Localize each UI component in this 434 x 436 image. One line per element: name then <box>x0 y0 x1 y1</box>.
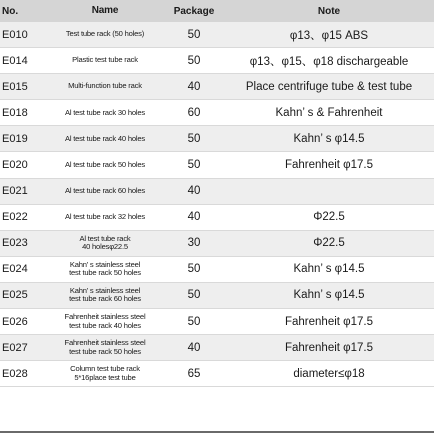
cell-name-line: Plastic test tube rack <box>72 55 138 65</box>
cell-no: E020 <box>2 159 28 172</box>
cell-name-line: 5*16place test tube <box>74 372 136 382</box>
cell-note: Fahrenheit φ17.5 <box>284 315 373 328</box>
cell-note: Place centrifuge tube & test tube <box>245 80 413 93</box>
cell-name <box>46 261 164 278</box>
cell-name-line: Test tube rack (50 holes) <box>65 29 145 39</box>
table-row <box>0 335 434 361</box>
cell-name <box>46 365 164 382</box>
cell-name-line: Column test tube rack <box>70 364 140 374</box>
cell-name-line: test tube rack 40 holes <box>69 320 141 330</box>
table-row <box>0 231 434 257</box>
cell-no: E019 <box>2 132 28 145</box>
cell-note: Kahn’ s φ14.5 <box>293 289 365 302</box>
cell-name-line: Kahn’ s stainless steel <box>69 285 141 295</box>
cell-name-line: Fahrenheit stainless steel <box>64 338 146 348</box>
table-row <box>0 283 434 309</box>
table-bottom-border <box>0 431 434 433</box>
cell-package: 50 <box>187 54 201 67</box>
cell-name-line: 40 holesφ22.5 <box>82 242 128 252</box>
header-note: Note <box>317 5 341 17</box>
cell-name <box>46 109 164 118</box>
cell-note: φ13、φ15、φ18 dischargeable <box>249 55 409 68</box>
cell-no: E014 <box>2 54 28 67</box>
cell-name-line: Al test tube rack 40 holes <box>64 133 146 143</box>
cell-package: 50 <box>187 289 201 302</box>
cell-name-line: Kahn’ s stainless steel <box>69 259 141 269</box>
cell-note: Φ22.5 <box>313 211 345 224</box>
cell-name-line: test tube rack 60 holes <box>69 294 141 304</box>
cell-no: E026 <box>2 315 28 328</box>
cell-name <box>46 82 164 91</box>
cell-package: 40 <box>187 80 201 93</box>
cell-note: Kahn’ s & Fahrenheit <box>275 106 383 119</box>
cell-name-line: Al test tube rack 50 holes <box>64 159 146 169</box>
table-row <box>0 257 434 283</box>
table-row <box>0 48 434 74</box>
cell-name-line: Multi-function tube rack <box>68 81 142 91</box>
cell-name <box>46 56 164 65</box>
cell-package: 50 <box>187 315 201 328</box>
table-row <box>0 74 434 100</box>
table-row <box>0 205 434 231</box>
cell-note: diameter≤φ18 <box>293 367 365 380</box>
table-body <box>0 22 434 387</box>
cell-name <box>46 213 164 222</box>
cell-name <box>46 135 164 144</box>
cell-name <box>46 235 164 252</box>
cell-name-line: Fahrenheit stainless steel <box>64 311 146 321</box>
cell-note: Φ22.5 <box>313 237 345 250</box>
cell-no: E018 <box>2 106 28 119</box>
table-row <box>0 126 434 152</box>
cell-no: E015 <box>2 80 28 93</box>
cell-no: E023 <box>2 237 28 250</box>
cell-name-line: test tube rack 50 holes <box>69 346 141 356</box>
cell-package: 40 <box>187 341 201 354</box>
cell-no: E025 <box>2 289 28 302</box>
cell-package: 65 <box>187 367 201 380</box>
cell-no: E010 <box>2 28 28 41</box>
cell-name <box>46 287 164 304</box>
table-row <box>0 22 434 48</box>
cell-note: Kahn’ s φ14.5 <box>293 263 365 276</box>
cell-package: 50 <box>187 159 201 172</box>
table-header <box>0 0 434 22</box>
cell-note: φ13、φ15 ABS <box>289 29 369 42</box>
table-row <box>0 152 434 178</box>
cell-package: 40 <box>187 185 201 198</box>
cell-package: 50 <box>187 263 201 276</box>
table-row <box>0 309 434 335</box>
header-name: Name <box>91 4 119 16</box>
table-row <box>0 361 434 387</box>
cell-no: E027 <box>2 341 28 354</box>
header-no: No. <box>2 5 19 17</box>
cell-package: 50 <box>187 132 201 145</box>
cell-name <box>46 30 164 39</box>
cell-note: Fahrenheit φ17.5 <box>284 159 373 172</box>
cell-name-line: test tube rack 50 holes <box>69 268 141 278</box>
cell-name <box>46 161 164 170</box>
cell-package: 60 <box>187 106 201 119</box>
cell-no: E028 <box>2 367 28 380</box>
cell-name-line: Al test tube rack 32 holes <box>64 211 146 221</box>
cell-note: Kahn’ s φ14.5 <box>293 132 365 145</box>
cell-package: 40 <box>187 211 201 224</box>
cell-package: 50 <box>187 28 201 41</box>
cell-name <box>46 339 164 356</box>
cell-name-line: Al test tube rack 30 holes <box>64 107 146 117</box>
cell-name <box>46 313 164 330</box>
cell-no: E021 <box>2 185 28 198</box>
cell-no: E024 <box>2 263 28 276</box>
header-package: Package <box>173 5 215 17</box>
cell-name-line: Al test tube rack 60 holes <box>64 185 146 195</box>
table-row <box>0 100 434 126</box>
cell-package: 30 <box>187 237 201 250</box>
cell-name <box>46 187 164 196</box>
cell-no: E022 <box>2 211 28 224</box>
cell-name-line: Al test tube rack <box>79 233 131 243</box>
table-row <box>0 179 434 205</box>
cell-note: Fahrenheit φ17.5 <box>284 341 373 354</box>
